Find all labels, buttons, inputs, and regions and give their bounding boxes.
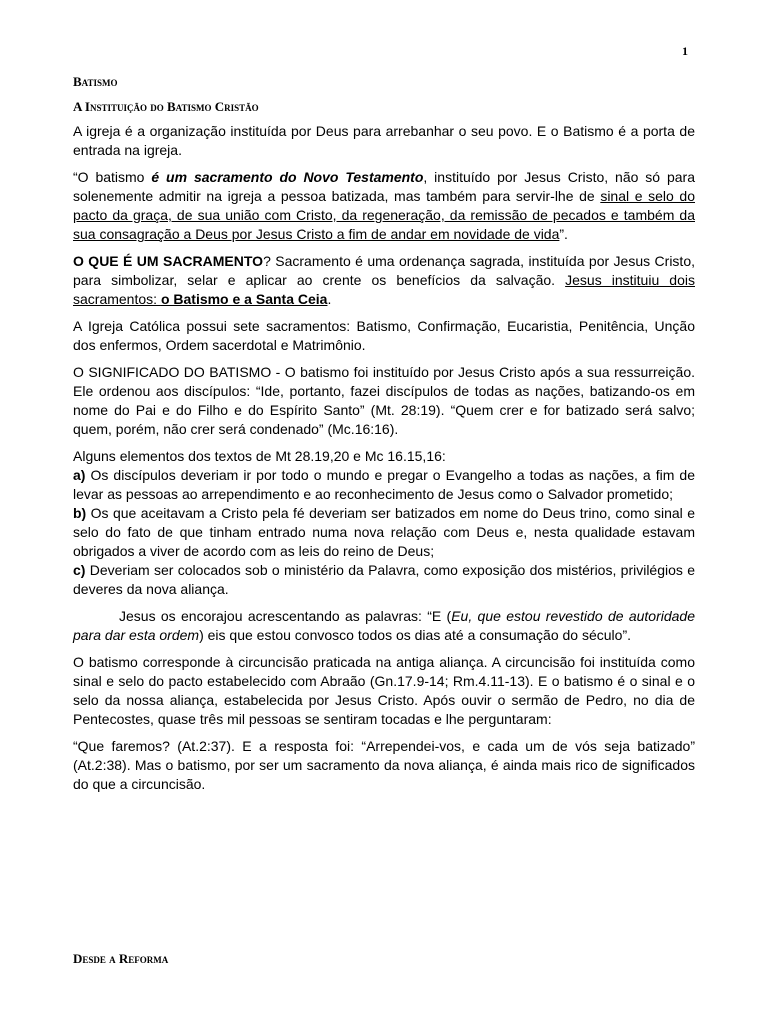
list-marker: b) xyxy=(73,505,87,521)
p2-underlined: sinal e selo do pacto da graça, de sua união com Cristo, da regeneração, da remissão de pecados e também da sua consagração a Deus por Jesus Cristo a fim de andar em novidade de vida xyxy=(73,188,695,242)
heading-batismo: Batismo xyxy=(73,74,118,89)
p6-part-a: Jesus os encorajou acrescentando as palavras: “E ( xyxy=(119,608,452,624)
list-marker: a) xyxy=(73,467,86,483)
list-item xyxy=(73,561,695,599)
p3-part-e: . xyxy=(327,291,332,307)
paragraph-batismo-definicao xyxy=(73,168,695,244)
paragraph-pentecostes: “Que faremos? (At.2:37). E a resposta foi: “Arrependei-vos, e cada um de vós seja batizado” (At.2:38). Mas o batismo, por ser um sacramento da nova aliança, é ainda mais rico de significados do que a circuncisão. xyxy=(73,738,695,792)
elements-list xyxy=(73,447,695,599)
list-marker: c) xyxy=(73,562,86,578)
p6-italic: Eu, que estou revestido de autoridade para dar esta ordem xyxy=(73,608,695,643)
list-text: Os discípulos deveriam ir por todo o mundo e pregar o Evangelho a todas as nações, a fim de levar as pessoas ao arrependimento e ao reconhecimento de Jesus como o Salvador prometido; xyxy=(73,467,695,502)
heading-instituicao: A Instituição do Batismo Cristão xyxy=(73,99,259,114)
paragraph-igreja: A igreja é a organização instituída por Deus para arrebanhar o seu povo. E o Batismo é a porta de entrada na igreja. xyxy=(73,123,695,158)
p2-part-a: “O batismo xyxy=(73,169,152,185)
list-text: Os que aceitavam a Cristo pela fé deveriam ser batizados em nome do Deus trino, como sinal e selo do fato de que tinham entrado numa nova relação com Deus e, nesta qualidade estavam obrigados a viver de acordo com as leis do reino de Deus; xyxy=(73,505,695,559)
paragraph-significado: O SIGNIFICADO DO BATISMO - O batismo foi instituído por Jesus Cristo após a sua ressurreição. Ele ordenou aos discípulos: “Ide, portanto, fazei discípulos de todas as nações, batizando-os em nome do Pai e do Filho e do Espírito Santo” (Mt. 28:19). “Quem crer e for batizado será salvo; quem, porém, não crer será condenado” (Mc.16:16). xyxy=(73,364,695,437)
paragraph-igreja-catolica: A Igreja Católica possui sete sacramentos: Batismo, Confirmação, Eucaristia, Penitência, Unção dos enfermos, Ordem sacerdotal e Matrimônio. xyxy=(73,318,695,353)
page-number: 1 xyxy=(682,44,688,58)
list-item xyxy=(73,466,695,504)
paragraph-encorajou xyxy=(73,607,695,645)
paragraph-sacramento xyxy=(73,252,695,309)
p2-emphasis: é um sacramento do Novo Testamento xyxy=(151,169,424,185)
p3-bold-underlined: o Batismo e a Santa Ceia xyxy=(160,291,328,307)
p6-part-c: ) eis que estou convosco todos os dias até a consumação do século”. xyxy=(199,627,631,643)
paragraph-circuncisao: O batismo corresponde à circuncisão praticada na antiga aliança. A circuncisão foi instituída como sinal e selo do pacto estabelecido com Abraão (Gn.17.9-14; Rm.4.11-13). E o batismo é o sinal e o selo da nossa aliança, estabelecida por Jesus Cristo. Após ouvir o sermão de Pedro, no dia de Pentecostes, quase três mil pessoas se sentiram tocadas e lhe perguntaram: xyxy=(73,654,695,727)
document-body xyxy=(73,72,695,802)
p3-underlined: Jesus instituiu dois sacramentos: xyxy=(73,272,695,307)
list-text: Deveriam ser colocados sob o ministério da Palavra, como exposição dos mistérios, privilégios e deveres da nova aliança. xyxy=(73,562,695,597)
p3-heading: O QUE É UM SACRAMENTO xyxy=(73,253,264,269)
list-intro: Alguns elementos dos textos de Mt 28.19,20 e Mc 16.15,16: xyxy=(73,448,446,464)
list-item xyxy=(73,504,695,561)
p2-part-c: , instituído por Jesus Cristo, não só para solenemente admitir na igreja a pessoa batizada, mas também para servir-lhe de xyxy=(73,169,696,204)
heading-desde-a-reforma: Desde a Reforma xyxy=(73,951,169,966)
p3-part-b: ? Sacramento é uma ordenança sagrada, instituída por Jesus Cristo, para simbolizar, selar e aplicar ao crente os benefícios da salvação. xyxy=(73,253,695,288)
p2-part-e: ”. xyxy=(559,226,568,242)
